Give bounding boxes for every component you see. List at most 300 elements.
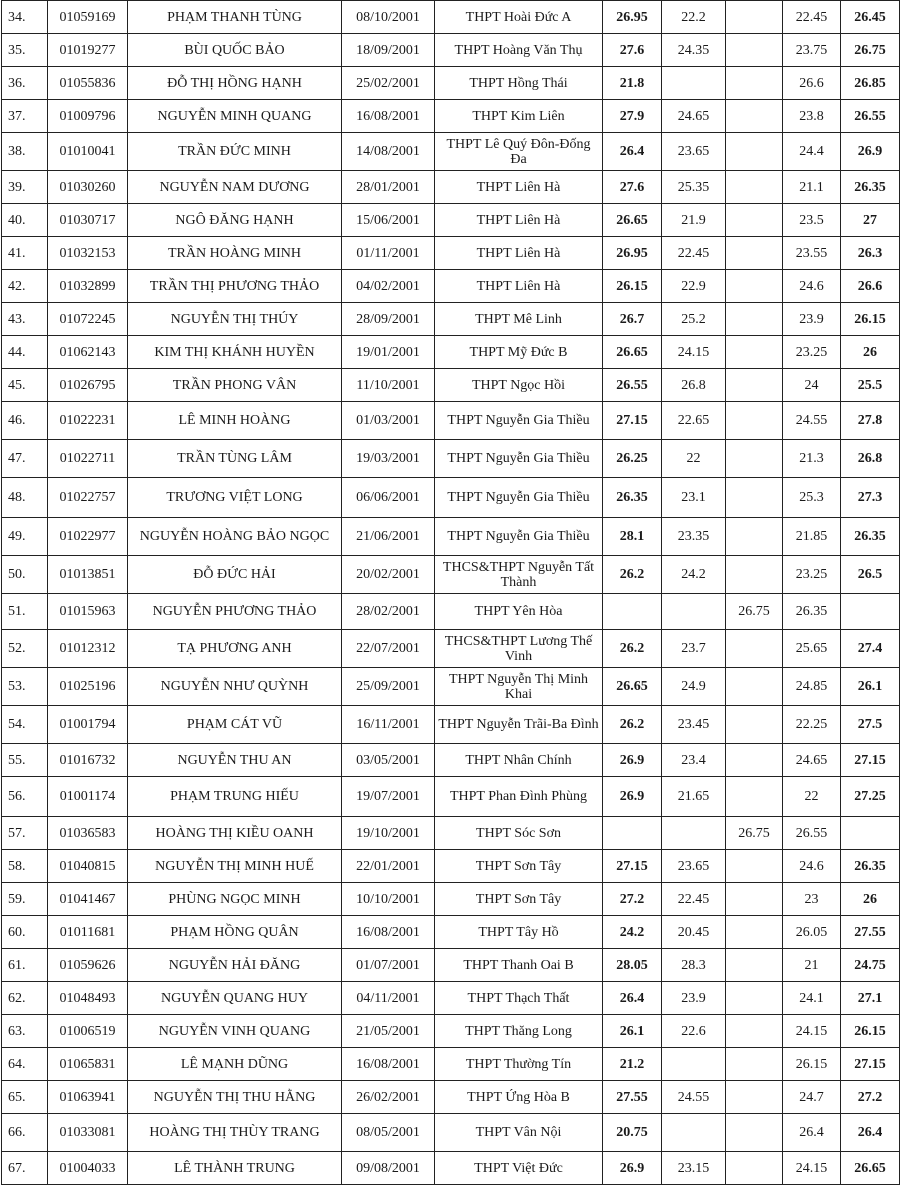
score-col-2 (662, 67, 726, 100)
candidate-id: 01048493 (48, 982, 128, 1015)
student-name: TRẦN THỊ PHƯƠNG THẢO (128, 270, 342, 303)
score-col-1: 26.15 (603, 270, 662, 303)
score-col-3 (726, 744, 783, 777)
score-col-1: 26.65 (603, 336, 662, 369)
candidate-id: 01030260 (48, 171, 128, 204)
score-col-4: 24.55 (783, 402, 841, 440)
score-col-2: 23.45 (662, 706, 726, 744)
score-col-1: 27.2 (603, 883, 662, 916)
student-name: NGUYỄN THỊ THU HẰNG (128, 1081, 342, 1114)
table-row (2, 100, 900, 133)
candidate-id: 01025196 (48, 668, 128, 706)
student-name: LÊ MẠNH DŨNG (128, 1048, 342, 1081)
school-name: THPT Nguyễn Trãi-Ba Đình (435, 706, 603, 744)
score-col-3 (726, 630, 783, 668)
score-col-1: 26.65 (603, 668, 662, 706)
score-col-3 (726, 982, 783, 1015)
score-col-4: 24.85 (783, 668, 841, 706)
school-name: THPT Thăng Long (435, 1015, 603, 1048)
score-col-5: 26.15 (841, 303, 900, 336)
school-name: THPT Liên Hà (435, 171, 603, 204)
score-col-5 (841, 817, 900, 850)
student-name: ĐỖ THỊ HỒNG HẠNH (128, 67, 342, 100)
score-col-3 (726, 133, 783, 171)
score-col-1: 27.6 (603, 171, 662, 204)
table-row (2, 630, 900, 668)
score-col-3 (726, 668, 783, 706)
table-row (2, 916, 900, 949)
score-col-1 (603, 817, 662, 850)
score-col-5: 27.1 (841, 982, 900, 1015)
student-name: ĐỖ ĐỨC HẢI (128, 556, 342, 594)
score-col-3: 26.75 (726, 817, 783, 850)
candidate-id: 01016732 (48, 744, 128, 777)
candidate-id: 01001174 (48, 777, 128, 817)
date-of-birth: 20/02/2001 (342, 556, 435, 594)
row-number: 48. (2, 478, 48, 518)
score-col-4: 23.55 (783, 237, 841, 270)
row-number: 40. (2, 204, 48, 237)
score-col-3 (726, 336, 783, 369)
student-name: NGUYỄN THỊ THÚY (128, 303, 342, 336)
score-col-5: 26.85 (841, 67, 900, 100)
school-name: THPT Thạch Thất (435, 982, 603, 1015)
table-row (2, 518, 900, 556)
row-number: 58. (2, 850, 48, 883)
score-col-1: 26.65 (603, 204, 662, 237)
score-col-1: 27.6 (603, 34, 662, 67)
score-col-4: 24.6 (783, 850, 841, 883)
table-row (2, 1152, 900, 1185)
candidate-id: 01055836 (48, 67, 128, 100)
table-row (2, 402, 900, 440)
student-name: TRẦN ĐỨC MINH (128, 133, 342, 171)
score-col-5: 27.3 (841, 478, 900, 518)
score-col-5: 27.5 (841, 706, 900, 744)
score-col-1: 27.55 (603, 1081, 662, 1114)
school-name: THPT Sơn Tây (435, 883, 603, 916)
date-of-birth: 21/06/2001 (342, 518, 435, 556)
row-number: 37. (2, 100, 48, 133)
score-col-2 (662, 817, 726, 850)
score-col-4: 24.15 (783, 1015, 841, 1048)
score-col-3 (726, 34, 783, 67)
date-of-birth: 03/05/2001 (342, 744, 435, 777)
school-name: THPT Ứng Hòa B (435, 1081, 603, 1114)
score-col-1: 26.4 (603, 982, 662, 1015)
table-row (2, 204, 900, 237)
date-of-birth: 06/06/2001 (342, 478, 435, 518)
score-col-1: 26.7 (603, 303, 662, 336)
school-name: THPT Ngọc Hồi (435, 369, 603, 402)
student-name: LÊ THÀNH TRUNG (128, 1152, 342, 1185)
score-col-3 (726, 171, 783, 204)
student-name: PHẠM TRUNG HIẾU (128, 777, 342, 817)
student-name: PHÙNG NGỌC MINH (128, 883, 342, 916)
score-col-2: 24.15 (662, 336, 726, 369)
table-row (2, 237, 900, 270)
score-col-3 (726, 100, 783, 133)
score-col-2: 23.15 (662, 1152, 726, 1185)
score-col-5: 27 (841, 204, 900, 237)
date-of-birth: 25/02/2001 (342, 67, 435, 100)
score-col-2: 23.35 (662, 518, 726, 556)
candidate-id: 01059626 (48, 949, 128, 982)
school-name: THPT Nguyễn Gia Thiều (435, 440, 603, 478)
row-number: 38. (2, 133, 48, 171)
score-col-5: 26.45 (841, 1, 900, 34)
school-name: THPT Thường Tín (435, 1048, 603, 1081)
date-of-birth: 19/10/2001 (342, 817, 435, 850)
row-number: 61. (2, 949, 48, 982)
score-col-4: 24.7 (783, 1081, 841, 1114)
candidate-id: 01032899 (48, 270, 128, 303)
score-col-1: 26.4 (603, 133, 662, 171)
school-name: THPT Hồng Thái (435, 67, 603, 100)
score-col-4: 21.3 (783, 440, 841, 478)
score-col-2: 24.2 (662, 556, 726, 594)
row-number: 63. (2, 1015, 48, 1048)
student-name: TRẦN TÙNG LÂM (128, 440, 342, 478)
score-col-4: 26.15 (783, 1048, 841, 1081)
score-col-3 (726, 369, 783, 402)
score-col-1: 24.2 (603, 916, 662, 949)
date-of-birth: 19/07/2001 (342, 777, 435, 817)
score-col-5: 27.15 (841, 744, 900, 777)
row-number: 62. (2, 982, 48, 1015)
candidate-id: 01004033 (48, 1152, 128, 1185)
score-col-3 (726, 1, 783, 34)
table-row (2, 270, 900, 303)
score-col-1 (603, 594, 662, 630)
score-col-3 (726, 883, 783, 916)
score-col-2 (662, 1048, 726, 1081)
table-row (2, 706, 900, 744)
score-col-3 (726, 67, 783, 100)
student-name: HOÀNG THỊ KIỀU OANH (128, 817, 342, 850)
student-name: LÊ MINH HOÀNG (128, 402, 342, 440)
candidate-id: 01040815 (48, 850, 128, 883)
score-col-4: 22 (783, 777, 841, 817)
candidate-id: 01065831 (48, 1048, 128, 1081)
school-name: THPT Nguyễn Thị Minh Khai (435, 668, 603, 706)
table-row (2, 1015, 900, 1048)
date-of-birth: 01/11/2001 (342, 237, 435, 270)
score-col-2: 22.6 (662, 1015, 726, 1048)
table-row (2, 982, 900, 1015)
table-row (2, 850, 900, 883)
candidate-id: 01062143 (48, 336, 128, 369)
date-of-birth: 28/09/2001 (342, 303, 435, 336)
score-col-1: 26.9 (603, 777, 662, 817)
student-name: NGUYỄN PHƯƠNG THẢO (128, 594, 342, 630)
school-name: THPT Liên Hà (435, 270, 603, 303)
student-name: TRẦN PHONG VÂN (128, 369, 342, 402)
score-col-4: 24.65 (783, 744, 841, 777)
results-table (1, 0, 900, 1185)
score-col-5: 26.4 (841, 1114, 900, 1152)
date-of-birth: 21/05/2001 (342, 1015, 435, 1048)
date-of-birth: 16/08/2001 (342, 916, 435, 949)
date-of-birth: 08/10/2001 (342, 1, 435, 34)
table-row (2, 478, 900, 518)
score-col-1: 27.15 (603, 402, 662, 440)
score-col-3: 26.75 (726, 594, 783, 630)
date-of-birth: 04/11/2001 (342, 982, 435, 1015)
score-col-2: 26.8 (662, 369, 726, 402)
date-of-birth: 11/10/2001 (342, 369, 435, 402)
candidate-id: 01009796 (48, 100, 128, 133)
candidate-id: 01033081 (48, 1114, 128, 1152)
score-col-3 (726, 556, 783, 594)
score-col-4: 21.85 (783, 518, 841, 556)
school-name: THPT Liên Hà (435, 237, 603, 270)
student-name: NGÔ ĐĂNG HẠNH (128, 204, 342, 237)
school-name: THCS&THPT Nguyễn Tất Thành (435, 556, 603, 594)
score-col-2 (662, 594, 726, 630)
score-col-5: 26.35 (841, 171, 900, 204)
date-of-birth: 15/06/2001 (342, 204, 435, 237)
score-col-2: 22.45 (662, 883, 726, 916)
school-name: THCS&THPT Lương Thế Vinh (435, 630, 603, 668)
table-row (2, 883, 900, 916)
score-col-1: 26.2 (603, 630, 662, 668)
table-body (2, 1, 900, 1185)
score-col-2: 21.65 (662, 777, 726, 817)
student-name: NGUYỄN HOÀNG BẢO NGỌC (128, 518, 342, 556)
table-row (2, 171, 900, 204)
score-col-2: 24.55 (662, 1081, 726, 1114)
score-col-2: 23.65 (662, 850, 726, 883)
score-col-1: 27.15 (603, 850, 662, 883)
candidate-id: 01013851 (48, 556, 128, 594)
score-col-2: 23.9 (662, 982, 726, 1015)
student-name: NGUYỄN VINH QUANG (128, 1015, 342, 1048)
candidate-id: 01015963 (48, 594, 128, 630)
score-col-5: 26.9 (841, 133, 900, 171)
score-col-2: 24.65 (662, 100, 726, 133)
score-col-3 (726, 850, 783, 883)
score-col-2: 28.3 (662, 949, 726, 982)
school-name: THPT Nhân Chính (435, 744, 603, 777)
date-of-birth: 22/01/2001 (342, 850, 435, 883)
score-col-1: 21.2 (603, 1048, 662, 1081)
student-name: NGUYỄN NAM DƯƠNG (128, 171, 342, 204)
row-number: 55. (2, 744, 48, 777)
score-col-2: 20.45 (662, 916, 726, 949)
student-name: NGUYỄN THỊ MINH HUẾ (128, 850, 342, 883)
score-col-5: 27.15 (841, 1048, 900, 1081)
row-number: 45. (2, 369, 48, 402)
row-number: 47. (2, 440, 48, 478)
table-row (2, 556, 900, 594)
row-number: 41. (2, 237, 48, 270)
score-col-4: 22.25 (783, 706, 841, 744)
student-name: KIM THỊ KHÁNH HUYỀN (128, 336, 342, 369)
score-col-3 (726, 1114, 783, 1152)
score-col-3 (726, 777, 783, 817)
table-row (2, 1114, 900, 1152)
date-of-birth: 16/08/2001 (342, 1048, 435, 1081)
score-col-4: 23.25 (783, 336, 841, 369)
score-col-2: 21.9 (662, 204, 726, 237)
candidate-id: 01072245 (48, 303, 128, 336)
score-col-5: 26 (841, 883, 900, 916)
school-name: THPT Phan Đình Phùng (435, 777, 603, 817)
table-row (2, 336, 900, 369)
score-col-3 (726, 1048, 783, 1081)
row-number: 56. (2, 777, 48, 817)
row-number: 60. (2, 916, 48, 949)
score-col-2: 23.7 (662, 630, 726, 668)
date-of-birth: 22/07/2001 (342, 630, 435, 668)
score-col-3 (726, 440, 783, 478)
date-of-birth: 18/09/2001 (342, 34, 435, 67)
row-number: 59. (2, 883, 48, 916)
school-name: THPT Hoàng Văn Thụ (435, 34, 603, 67)
student-name: NGUYỄN MINH QUANG (128, 100, 342, 133)
table-row (2, 668, 900, 706)
student-name: NGUYỄN QUANG HUY (128, 982, 342, 1015)
score-col-2 (662, 1114, 726, 1152)
row-number: 67. (2, 1152, 48, 1185)
score-col-5: 26.5 (841, 556, 900, 594)
score-col-5: 27.2 (841, 1081, 900, 1114)
score-col-3 (726, 270, 783, 303)
score-col-1: 26.95 (603, 237, 662, 270)
score-col-2: 23.1 (662, 478, 726, 518)
score-col-4: 22.45 (783, 1, 841, 34)
row-number: 35. (2, 34, 48, 67)
score-col-4: 23 (783, 883, 841, 916)
student-name: TRƯƠNG VIỆT LONG (128, 478, 342, 518)
table-row (2, 1, 900, 34)
score-col-3 (726, 1081, 783, 1114)
candidate-id: 01022711 (48, 440, 128, 478)
score-col-4: 24.1 (783, 982, 841, 1015)
candidate-id: 01022757 (48, 478, 128, 518)
candidate-id: 01026795 (48, 369, 128, 402)
date-of-birth: 19/01/2001 (342, 336, 435, 369)
date-of-birth: 25/09/2001 (342, 668, 435, 706)
score-col-2: 23.4 (662, 744, 726, 777)
score-col-2: 22.9 (662, 270, 726, 303)
score-col-5: 27.55 (841, 916, 900, 949)
date-of-birth: 09/08/2001 (342, 1152, 435, 1185)
school-name: THPT Mê Linh (435, 303, 603, 336)
school-name: THPT Thanh Oai B (435, 949, 603, 982)
score-col-4: 23.5 (783, 204, 841, 237)
score-col-3 (726, 1152, 783, 1185)
score-col-1: 26.25 (603, 440, 662, 478)
score-col-5: 27.4 (841, 630, 900, 668)
score-col-3 (726, 706, 783, 744)
score-col-4: 21.1 (783, 171, 841, 204)
score-col-2: 25.2 (662, 303, 726, 336)
student-name: TẠ PHƯƠNG ANH (128, 630, 342, 668)
date-of-birth: 01/03/2001 (342, 402, 435, 440)
school-name: THPT Liên Hà (435, 204, 603, 237)
score-col-4: 26.4 (783, 1114, 841, 1152)
score-col-3 (726, 237, 783, 270)
score-col-5: 27.8 (841, 402, 900, 440)
student-name: NGUYỄN NHƯ QUỲNH (128, 668, 342, 706)
student-name: BÙI QUỐC BẢO (128, 34, 342, 67)
row-number: 43. (2, 303, 48, 336)
row-number: 53. (2, 668, 48, 706)
score-col-2: 24.35 (662, 34, 726, 67)
score-col-3 (726, 518, 783, 556)
score-col-5: 26.35 (841, 518, 900, 556)
date-of-birth: 01/07/2001 (342, 949, 435, 982)
candidate-id: 01019277 (48, 34, 128, 67)
score-col-5: 24.75 (841, 949, 900, 982)
score-col-1: 26.1 (603, 1015, 662, 1048)
score-col-4: 24.15 (783, 1152, 841, 1185)
score-col-1: 26.2 (603, 556, 662, 594)
date-of-birth: 19/03/2001 (342, 440, 435, 478)
score-col-1: 26.9 (603, 744, 662, 777)
candidate-id: 01010041 (48, 133, 128, 171)
score-col-4: 24 (783, 369, 841, 402)
candidate-id: 01012312 (48, 630, 128, 668)
candidate-id: 01036583 (48, 817, 128, 850)
school-name: THPT Vân Nội (435, 1114, 603, 1152)
table-row (2, 744, 900, 777)
score-col-1: 21.8 (603, 67, 662, 100)
score-col-5: 26 (841, 336, 900, 369)
score-col-5 (841, 594, 900, 630)
score-col-4: 23.25 (783, 556, 841, 594)
row-number: 44. (2, 336, 48, 369)
date-of-birth: 08/05/2001 (342, 1114, 435, 1152)
student-name: TRẦN HOÀNG MINH (128, 237, 342, 270)
school-name: THPT Sơn Tây (435, 850, 603, 883)
row-number: 52. (2, 630, 48, 668)
score-col-1: 26.9 (603, 1152, 662, 1185)
candidate-id: 01011681 (48, 916, 128, 949)
score-col-1: 27.9 (603, 100, 662, 133)
school-name: THPT Tây Hồ (435, 916, 603, 949)
table-row (2, 369, 900, 402)
candidate-id: 01059169 (48, 1, 128, 34)
candidate-id: 01006519 (48, 1015, 128, 1048)
candidate-id: 01041467 (48, 883, 128, 916)
score-col-4: 24.6 (783, 270, 841, 303)
score-col-1: 20.75 (603, 1114, 662, 1152)
score-col-5: 26.1 (841, 668, 900, 706)
score-col-5: 26.55 (841, 100, 900, 133)
score-col-4: 25.65 (783, 630, 841, 668)
score-col-2: 22 (662, 440, 726, 478)
score-col-5: 26.8 (841, 440, 900, 478)
row-number: 65. (2, 1081, 48, 1114)
score-col-2: 24.9 (662, 668, 726, 706)
score-col-1: 28.05 (603, 949, 662, 982)
score-col-4: 26.05 (783, 916, 841, 949)
school-name: THPT Sóc Sơn (435, 817, 603, 850)
score-col-3 (726, 478, 783, 518)
date-of-birth: 26/02/2001 (342, 1081, 435, 1114)
score-col-3 (726, 303, 783, 336)
school-name: THPT Hoài Đức A (435, 1, 603, 34)
score-col-2: 22.45 (662, 237, 726, 270)
candidate-id: 01032153 (48, 237, 128, 270)
score-col-5: 26.3 (841, 237, 900, 270)
table-row (2, 133, 900, 171)
score-col-3 (726, 204, 783, 237)
score-col-1: 28.1 (603, 518, 662, 556)
